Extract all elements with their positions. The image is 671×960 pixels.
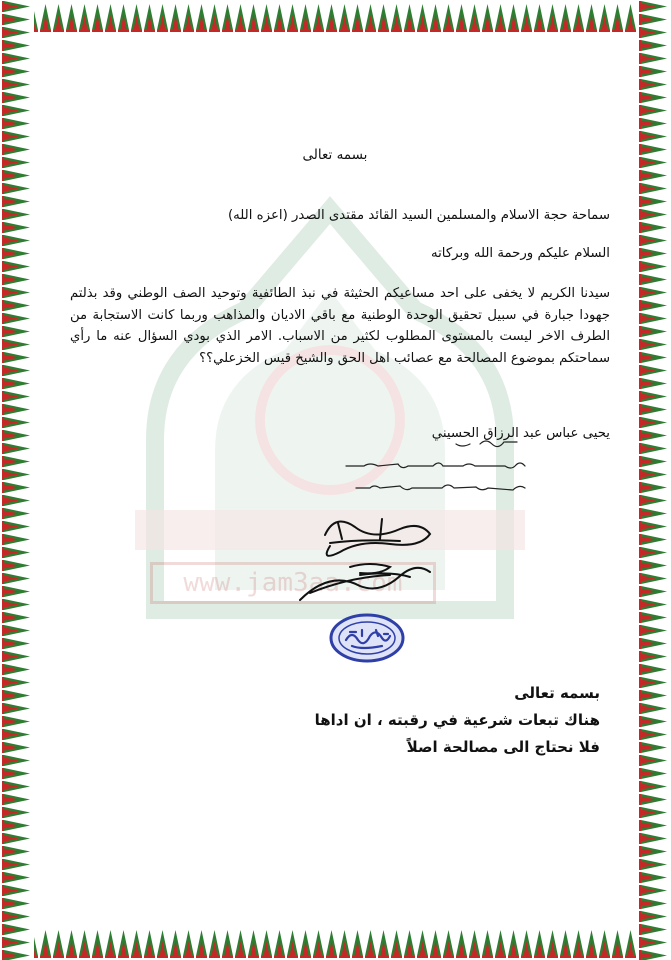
- sender-name: يحيى عباس عبد الرزاق الحسيني: [431, 426, 610, 441]
- reply-heading: بسمه تعالى: [514, 684, 600, 702]
- letter-greeting: السلام عليكم ورحمة الله وبركاته: [430, 246, 610, 261]
- letter-addressee: سماحة حجة الاسلام والمسلمين السيد القائد مقتدى الصدر (اعزه الله): [227, 208, 610, 223]
- border-right: [637, 0, 671, 960]
- seal-stamp: [328, 612, 406, 664]
- letter-heading: بسمه تعالى: [302, 147, 368, 163]
- reply-line-2: هناك تبعات شرعية في رقبته ، ان اداها: [314, 711, 600, 729]
- watermark-url: www.jam3aa.com: [150, 562, 436, 604]
- border-top: [0, 0, 671, 34]
- handwritten-reply: [300, 430, 540, 514]
- signature-scribble: [290, 505, 450, 609]
- letter-body: سيدنا الكريم لا يخفى على احد مساعيكم الحثيثة في نبذ الطائفية وتوحيد الصف الوطني وقد بذلتم جهودا جبارة في سبيل تحقيق الوحدة الوطنية مع باقي الاديان والمذاهب وربما كانت الاستجابة من الطرف الاخر ليست بالمستوى المطلوب لكثير من الاسباب. الامر الذي بودي السؤال عنه ما رأي سماحتكم بموضوع المصالحة مع عصائب اهل الحق والشيخ قيس الخزعلي؟؟: [70, 286, 610, 366]
- reply-line-3: فلا نحتاج الى مصالحة اصلاً: [406, 738, 600, 756]
- border-bottom: [0, 926, 671, 960]
- border-left: [0, 0, 34, 960]
